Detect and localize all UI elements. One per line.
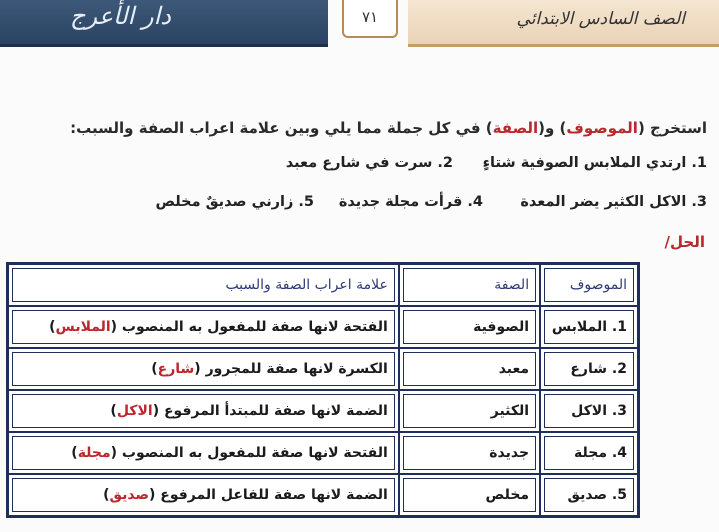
mawsuf-value: صديق	[567, 487, 607, 503]
reason-close: )	[103, 487, 110, 503]
reason-ref: الاكل	[116, 403, 153, 419]
sentence-1: 1. ارتدي الملابس الصوفية شتاءٍ	[482, 155, 707, 171]
row-sifa: مخلص	[403, 478, 536, 512]
row-reason	[12, 478, 395, 512]
row-mawsuf	[544, 436, 634, 470]
publisher-logo: دار الأعرج	[70, 2, 171, 30]
question-sifa-term: الصفة	[492, 119, 539, 137]
row-number: 1.	[611, 319, 627, 335]
mawsuf-value: شارع	[570, 361, 607, 377]
row-number: 3.	[611, 403, 627, 419]
table-row	[8, 432, 638, 474]
table-row	[8, 306, 638, 348]
reason-close: )	[151, 361, 158, 377]
table-row	[8, 348, 638, 390]
table-row	[8, 474, 638, 516]
reason-ref: صديق	[109, 487, 150, 503]
reason-close: )	[110, 403, 117, 419]
header-reason: علامة اعراب الصفة والسبب	[12, 268, 395, 302]
row-number: 2.	[611, 361, 627, 377]
page-number: ٧١	[361, 8, 379, 26]
sentence-2: 2. سرت في شارع معبد	[285, 155, 453, 171]
row-sifa: معبد	[403, 352, 536, 386]
reason-ref: مجلة	[77, 445, 111, 461]
row-reason	[12, 352, 395, 386]
mawsuf-value: الملابس	[551, 319, 607, 335]
mawsuf-value: الاكل	[571, 403, 607, 419]
reason-ref: شارع	[157, 361, 195, 377]
row-sifa: جديدة	[403, 436, 536, 470]
row-reason	[12, 310, 395, 344]
row-sifa: الكثير	[403, 394, 536, 428]
question-mid: ) و(	[538, 119, 567, 137]
question-suffix: ) في كل جملة مما يلي وبين علامة اعراب الصفة والسبب:	[70, 119, 493, 137]
sentence-3: 3. الاكل الكثير يضر المعدة	[520, 194, 707, 210]
row-mawsuf	[544, 478, 634, 512]
row-number: 5.	[611, 487, 627, 503]
reason-close: )	[49, 319, 56, 335]
header-mawsuf: الموصوف	[544, 268, 634, 302]
reason-text: الفتحة لانها صفة للمفعول به المنصوب (	[110, 319, 388, 335]
question-title	[70, 119, 707, 137]
reason-text: الضمة لانها صفة للمبتدأ المرفوع (	[152, 403, 388, 419]
row-number: 4.	[611, 445, 627, 461]
row-sifa: الصوفية	[403, 310, 536, 344]
reason-ref: الملابس	[55, 319, 111, 335]
answer-table	[6, 262, 640, 518]
sentence-5: 5. زارني صديقٌ مخلص	[155, 194, 314, 210]
header-sifa: الصفة	[403, 268, 536, 302]
question-mawsuf-term: الموصوف	[566, 119, 638, 137]
row-reason	[12, 394, 395, 428]
reason-text: الفتحة لانها صفة للمفعول به المنصوب (	[110, 445, 388, 461]
reason-text: الكسرة لانها صفة للمجرور (	[194, 361, 388, 377]
grade-banner	[408, 0, 719, 47]
page-header	[0, 0, 719, 47]
row-reason	[12, 436, 395, 470]
row-mawsuf	[544, 394, 634, 428]
reason-text: الضمة لانها صفة للفاعل المرفوع (	[149, 487, 388, 503]
table-header-row	[8, 264, 638, 306]
mawsuf-value: مجلة	[574, 445, 607, 461]
question-prefix: استخرج (	[637, 119, 707, 137]
page-number-badge	[342, 0, 398, 38]
reason-close: )	[71, 445, 78, 461]
solution-label: الحل/	[664, 233, 705, 251]
publisher-banner	[0, 0, 328, 47]
row-mawsuf	[544, 352, 634, 386]
row-mawsuf	[544, 310, 634, 344]
grade-title: الصف السادس الابتدائي	[516, 9, 685, 29]
sentence-4: 4. قرأت مجلة جديدة	[338, 194, 483, 210]
table-row	[8, 390, 638, 432]
